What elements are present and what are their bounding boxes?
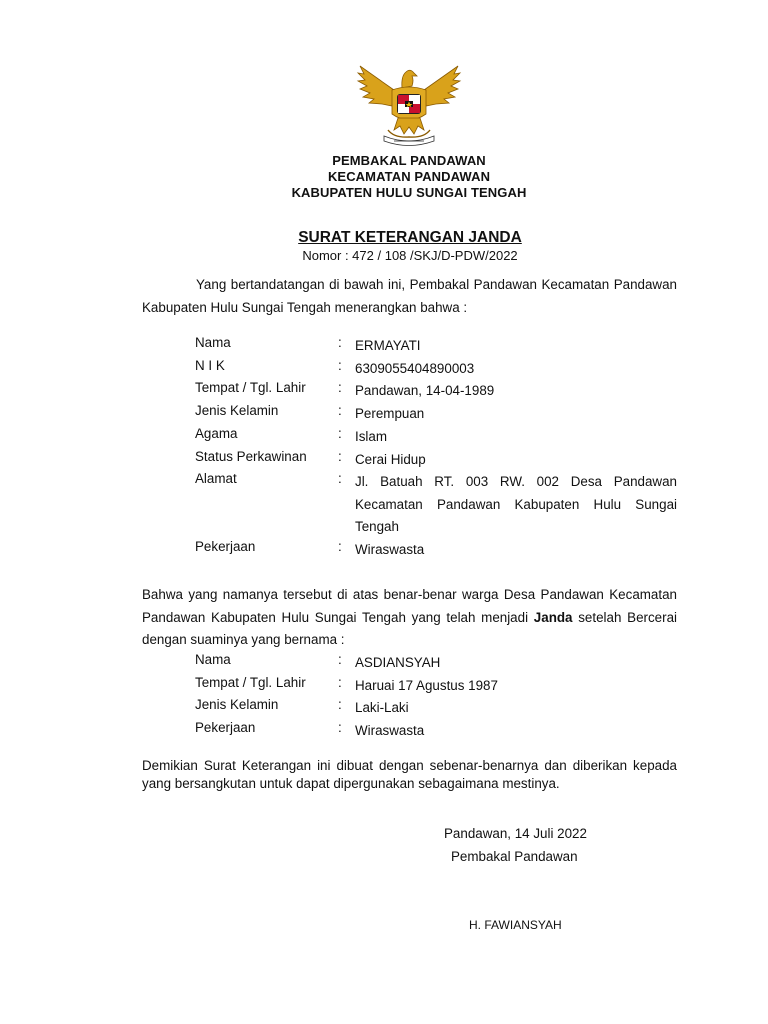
subject-row-address [195,471,677,539]
field-label: Nama [195,335,231,350]
field-label: Pekerjaan [195,720,256,735]
subject-row-gender [195,403,677,425]
field-value: Haruai 17 Agustus 1987 [355,678,498,693]
field-value: ERMAYATI [355,338,421,353]
colon: : [338,652,342,667]
middle-text-1: Bahwa yang namanya tersebut di atas benar-benar warga Desa Pandawan Kecamatan Pandawan Kabupaten Hulu Sungai Tengah yang telah menjadi [142,587,677,625]
signature-name: H. FAWIANSYAH [469,918,562,932]
field-label: Jenis Kelamin [195,403,279,418]
field-value: ASDIANSYAH [355,655,441,670]
field-value: Wiraswasta [355,542,425,557]
subject-row-name [195,335,677,357]
garuda-emblem [354,64,464,148]
colon: : [338,471,342,486]
spouse-row-name [195,652,677,674]
field-label: Nama [195,652,231,667]
field-label: Agama [195,426,238,441]
header-line-3: KABUPATEN HULU SUNGAI TENGAH [291,185,527,200]
field-label: Tempat / Tgl. Lahir [195,675,306,690]
field-value: Jl. Batuah RT. 003 RW. 002 Desa Pandawan Kecamatan Pandawan Kabupaten Hulu Sungai Tengah [355,474,677,534]
spouse-row-gender [195,697,677,719]
document-number: Nomor : 472 / 108 /SKJ/D-PDW/2022 [302,248,518,263]
colon: : [338,335,342,350]
middle-bold-janda: Janda [533,609,573,625]
field-label: N I K [195,358,225,373]
field-value: Islam [355,429,387,444]
signature-position: Pembakal Pandawan [451,849,578,864]
subject-row-occupation [195,539,677,561]
signature-place-date: Pandawan, 14 Juli 2022 [444,826,587,841]
field-value: Perempuan [355,406,425,421]
field-label: Jenis Kelamin [195,697,279,712]
field-value: Wiraswasta [355,723,425,738]
header-line-1: PEMBAKAL PANDAWAN [332,153,486,168]
colon: : [338,449,342,464]
colon: : [338,720,342,735]
intro-paragraph: Yang bertandatangan di bawah ini, Pembakal Pandawan Kecamatan Pandawan Kabupaten Hulu Sungai Tengah menerangkan bahwa : [142,277,677,315]
field-value: Pandawan, 14-04-1989 [355,383,495,398]
colon: : [338,358,342,373]
spouse-row-birth [195,675,677,697]
subject-row-nik [195,358,677,380]
subject-row-religion [195,426,677,448]
middle-paragraph [142,584,677,652]
document-title: SURAT KETERANGAN JANDA [298,229,522,246]
field-value: Cerai Hidup [355,452,426,467]
header-line-2: KECAMATAN PANDAWAN [327,169,491,184]
spouse-row-occupation [195,720,677,742]
field-label: Status Perkawinan [195,449,307,464]
field-value: 6309055404890003 [355,361,475,376]
middle-text-2: setelah Bercerai dengan suaminya yang bernama : [142,609,677,647]
field-label: Tempat / Tgl. Lahir [195,380,306,395]
colon: : [338,426,342,441]
subject-row-birth [195,380,677,402]
colon: : [338,697,342,712]
colon: : [338,539,342,554]
field-value: Laki-Laki [355,700,409,715]
field-label: Alamat [195,471,237,486]
closing-paragraph: Demikian Surat Keterangan ini dibuat dengan sebenar-benarnya dan diberikan kepada yang bersangkutan untuk dapat dipergunakan sebagaimana mestinya. [142,758,677,791]
field-label: Pekerjaan [195,539,256,554]
colon: : [338,675,342,690]
colon: : [338,380,342,395]
colon: : [338,403,342,418]
subject-row-marital [195,449,677,471]
